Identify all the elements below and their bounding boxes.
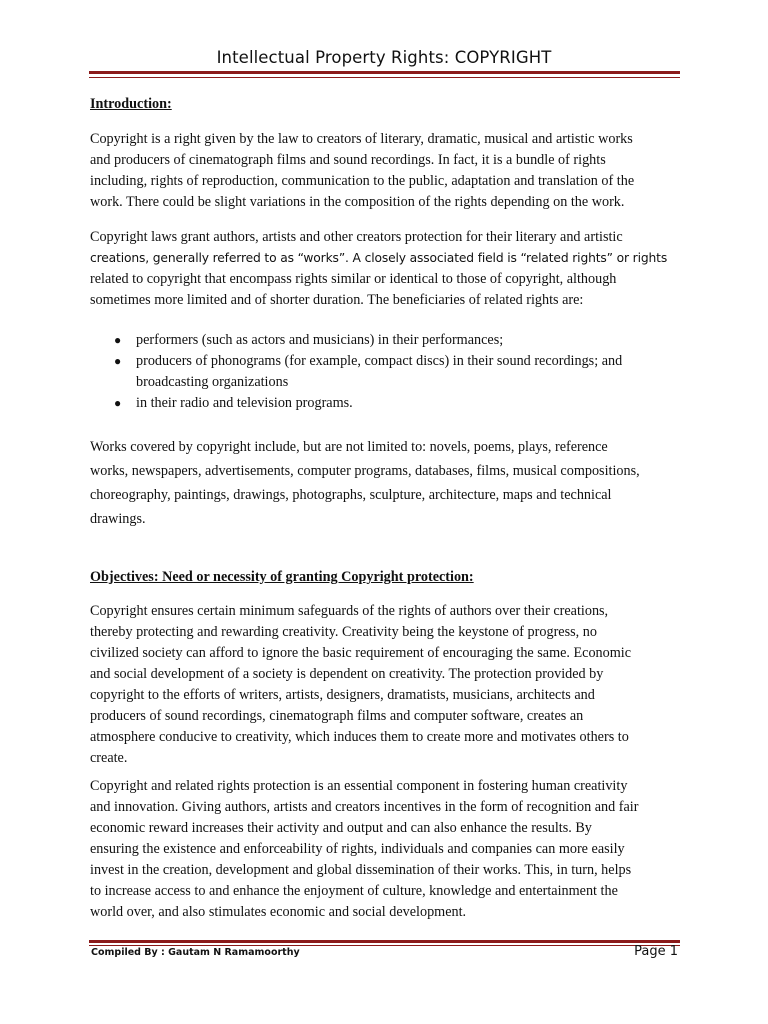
text-line: invest in the creation, development and global dissemination of their works. This, in turn, helps bbox=[90, 862, 632, 878]
text-line: create. bbox=[90, 750, 128, 766]
header-rule-thin bbox=[89, 77, 680, 78]
footer-rule-thick bbox=[89, 940, 680, 943]
list-item-text: producers of phonograms (for example, compact discs) in their sound recordings; and bbox=[136, 353, 623, 369]
objectives-heading: Objectives: Need or necessity of granting Copyright protection: bbox=[90, 569, 474, 585]
bullet-icon: ● bbox=[114, 396, 122, 410]
text-line: producers of sound recordings, cinematograph films and computer software, creates an bbox=[90, 708, 584, 724]
list-item-text: performers (such as actors and musicians) in their performances; bbox=[136, 332, 504, 348]
text-line: creations, generally referred to as “works”. A closely associated field is “related rights” or rights bbox=[90, 251, 668, 265]
text-line: works, newspapers, advertisements, computer programs, databases, films, musical compositions, bbox=[90, 463, 640, 479]
footer-rule-thin bbox=[89, 945, 680, 946]
text-line: Copyright laws grant authors, artists and other creators protection for their literary and artistic bbox=[90, 229, 623, 245]
objectives-paragraph-2 bbox=[90, 776, 690, 923]
text-line: world over, and also stimulates economic and social development. bbox=[90, 904, 467, 920]
text-line: sometimes more limited and of shorter duration. The beneficiaries of related rights are: bbox=[90, 292, 584, 308]
text-line: thereby protecting and rewarding creativity. Creativity being the keystone of progress, no bbox=[90, 624, 597, 640]
list-item-text: broadcasting organizations bbox=[136, 374, 289, 390]
list-item bbox=[90, 330, 690, 351]
list-item bbox=[90, 393, 690, 414]
text-line: choreography, paintings, drawings, photographs, sculpture, architecture, maps and technical bbox=[90, 487, 612, 503]
list-item-text: in their radio and television programs. bbox=[136, 395, 353, 411]
text-line: ensuring the existence and enforceability of rights, individuals and companies can more easily bbox=[90, 841, 625, 857]
intro-paragraph-1 bbox=[90, 129, 690, 213]
text-line: civilized society can afford to ignore the basic requirement of encouraging the same. Economic bbox=[90, 645, 632, 661]
text-line: Copyright and related rights protection is an essential component in fostering human creativity bbox=[90, 778, 628, 794]
text-line: copyright to the efforts of writers, artists, designers, dramatists, musicians, architects and bbox=[90, 687, 595, 703]
header-rule-thick bbox=[89, 71, 680, 74]
text-line: atmosphere conducive to creativity, which induces them to create more and motivates others to bbox=[90, 729, 629, 745]
list-item bbox=[90, 351, 690, 393]
text-line: work. There could be slight variations in the composition of the rights depending on the work. bbox=[90, 194, 625, 210]
bullet-icon: ● bbox=[114, 333, 122, 347]
text-line: Copyright is a right given by the law to creators of literary, dramatic, musical and artistic works bbox=[90, 131, 633, 147]
text-line: economic reward increases their activity and output and can also enhance the results. By bbox=[90, 820, 592, 836]
bullet-icon: ● bbox=[114, 354, 122, 368]
beneficiaries-list bbox=[90, 330, 690, 414]
text-line: Copyright ensures certain minimum safeguards of the rights of authors over their creations, bbox=[90, 603, 609, 619]
footer-compiled-by: Compiled By : Gautam N Ramamoorthy bbox=[91, 947, 300, 958]
intro-paragraph-2 bbox=[90, 227, 690, 311]
text-line: and social development of a society is dependent on creativity. The protection provided by bbox=[90, 666, 604, 682]
introduction-heading: Introduction: bbox=[90, 96, 172, 112]
page-header-title: Intellectual Property Rights: COPYRIGHT bbox=[216, 48, 552, 67]
footer-page-number: Page 1 bbox=[634, 944, 678, 959]
text-line: and producers of cinematograph films and sound recordings. In fact, it is a bundle of rights bbox=[90, 152, 606, 168]
text-line: related to copyright that encompass rights similar or identical to those of copyright, although bbox=[90, 271, 617, 287]
objectives-paragraph-1 bbox=[90, 601, 690, 769]
text-line: drawings. bbox=[90, 511, 146, 527]
intro-paragraph-3 bbox=[90, 435, 690, 531]
text-line: and innovation. Giving authors, artists and creators incentives in the form of recognition and fair bbox=[90, 799, 639, 815]
text-line: to increase access to and enhance the enjoyment of culture, knowledge and entertainment the bbox=[90, 883, 618, 899]
text-line: including, rights of reproduction, communication to the public, adaptation and translation of the bbox=[90, 173, 635, 189]
text-line: Works covered by copyright include, but are not limited to: novels, poems, plays, reference bbox=[90, 439, 608, 455]
